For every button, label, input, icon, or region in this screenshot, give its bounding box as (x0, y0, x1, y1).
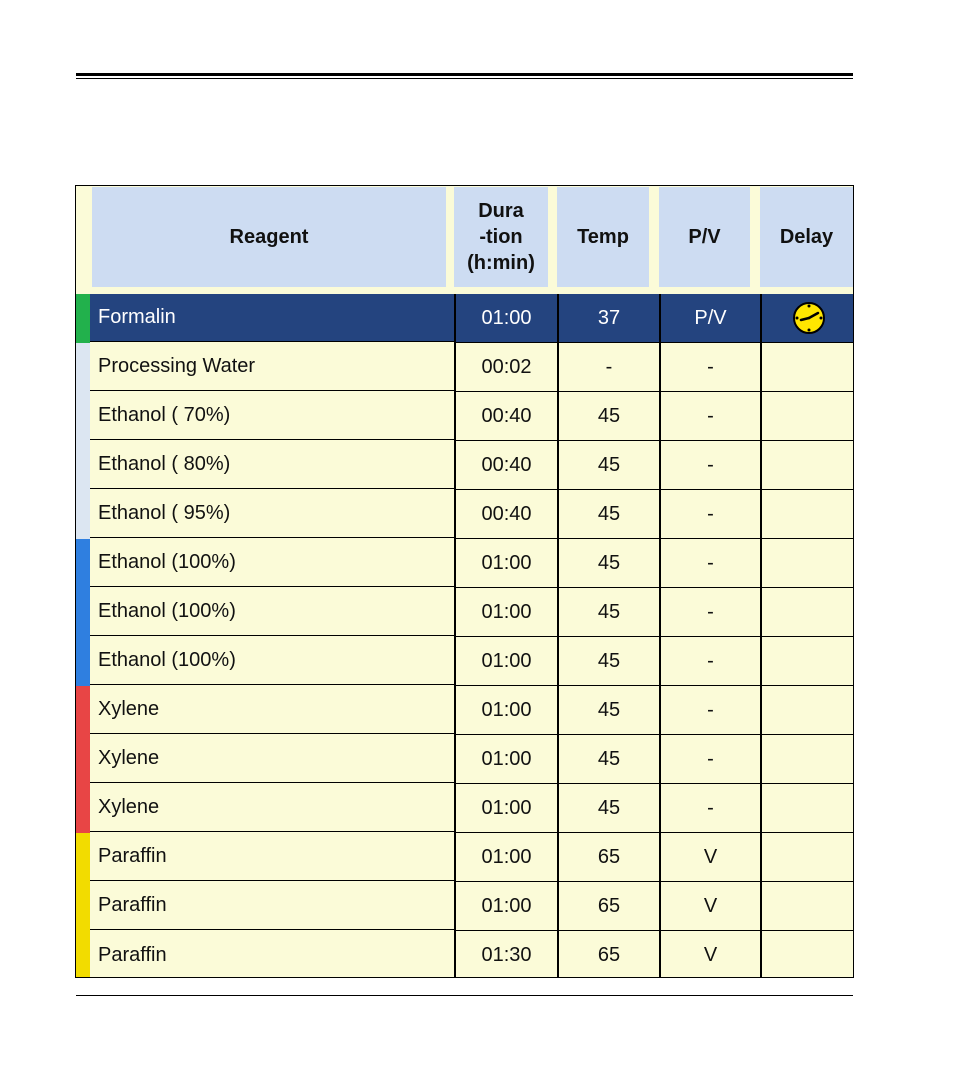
pv-cell[interactable]: P/V (659, 294, 760, 343)
reagent-cell[interactable]: Paraffin (90, 833, 454, 881)
reagent-cell[interactable]: Processing Water (90, 343, 454, 391)
temp-cell[interactable]: 45 (557, 784, 659, 833)
pv-cell[interactable]: - (659, 490, 760, 539)
bottom-rule (76, 995, 853, 996)
pv-cell[interactable]: - (659, 343, 760, 392)
duration-cell[interactable]: 01:00 (454, 784, 557, 833)
reagent-cell[interactable]: Ethanol (100%) (90, 588, 454, 636)
delay-cell[interactable] (760, 343, 854, 392)
clock-icon[interactable] (792, 301, 826, 335)
reagent-group-color-bar (76, 490, 90, 539)
temp-cell[interactable]: 45 (557, 588, 659, 637)
pv-cell[interactable]: V (659, 931, 760, 978)
duration-cell[interactable]: 01:00 (454, 637, 557, 686)
pv-cell[interactable]: - (659, 784, 760, 833)
delay-cell[interactable] (760, 490, 854, 539)
table-row[interactable] (76, 539, 853, 588)
reagent-group-color-bar (76, 784, 90, 833)
reagent-cell[interactable]: Formalin (90, 294, 454, 342)
delay-cell[interactable] (760, 686, 854, 735)
reagent-group-color-bar (76, 686, 90, 735)
reagent-group-color-bar (76, 833, 90, 882)
reagent-cell[interactable]: Ethanol ( 80%) (90, 441, 454, 489)
table-row[interactable] (76, 441, 853, 490)
table-row[interactable] (76, 784, 853, 833)
duration-cell[interactable]: 00:40 (454, 392, 557, 441)
reagent-group-color-bar (76, 588, 90, 637)
delay-cell[interactable] (760, 931, 854, 978)
reagent-cell[interactable]: Xylene (90, 686, 454, 734)
table-row[interactable] (76, 686, 853, 735)
table-row[interactable] (76, 735, 853, 784)
pv-cell[interactable]: - (659, 588, 760, 637)
reagent-cell[interactable]: Ethanol ( 95%) (90, 490, 454, 538)
temp-cell[interactable]: 45 (557, 539, 659, 588)
duration-cell[interactable]: 01:00 (454, 294, 557, 343)
reagent-cell[interactable]: Xylene (90, 784, 454, 832)
table-row[interactable] (76, 490, 853, 539)
duration-cell[interactable]: 01:00 (454, 882, 557, 931)
reagent-cell[interactable]: Ethanol (100%) (90, 539, 454, 587)
reagent-cell[interactable]: Paraffin (98, 943, 167, 966)
program-steps-table (75, 185, 854, 978)
delay-cell[interactable] (760, 539, 854, 588)
duration-cell[interactable]: 00:02 (454, 343, 557, 392)
pv-cell[interactable]: V (659, 882, 760, 931)
duration-cell[interactable]: 01:00 (454, 686, 557, 735)
delay-cell[interactable] (760, 294, 854, 343)
reagent-group-color-bar (76, 882, 90, 931)
table-row[interactable] (76, 637, 853, 686)
reagent-group-color-bar (76, 343, 90, 392)
delay-cell[interactable] (760, 441, 854, 490)
table-row[interactable] (76, 294, 853, 343)
delay-cell[interactable] (760, 588, 854, 637)
reagent-group-color-bar (76, 294, 90, 343)
table-row[interactable] (76, 343, 853, 392)
temp-cell[interactable]: 45 (557, 441, 659, 490)
header-pv: P/V (659, 187, 750, 287)
pv-cell[interactable]: - (659, 637, 760, 686)
reagent-group-color-bar (76, 441, 90, 490)
header-delay: Delay (760, 187, 853, 287)
temp-cell[interactable]: 37 (557, 294, 659, 343)
pv-cell[interactable]: - (659, 735, 760, 784)
reagent-group-color-bar (76, 735, 90, 784)
table-row[interactable] (76, 588, 853, 637)
table-row[interactable] (76, 931, 853, 978)
reagent-cell[interactable]: Ethanol ( 70%) (90, 392, 454, 440)
table-row[interactable] (76, 833, 853, 882)
delay-cell[interactable] (760, 784, 854, 833)
reagent-group-color-bar (76, 539, 90, 588)
reagent-group-color-bar (76, 637, 90, 686)
duration-cell[interactable]: 01:00 (454, 588, 557, 637)
duration-cell[interactable]: 01:00 (454, 833, 557, 882)
temp-cell[interactable]: - (557, 343, 659, 392)
temp-cell[interactable]: 45 (557, 686, 659, 735)
header-duration: Dura -tion (h:min) (454, 187, 548, 287)
delay-cell[interactable] (760, 882, 854, 931)
duration-cell[interactable]: 00:40 (454, 441, 557, 490)
temp-cell[interactable]: 45 (557, 490, 659, 539)
reagent-group-color-bar (76, 392, 90, 441)
temp-cell[interactable]: 45 (557, 735, 659, 784)
pv-cell[interactable]: - (659, 539, 760, 588)
reagent-group-color-bar (76, 931, 90, 978)
top-rule-thin (76, 78, 853, 79)
duration-cell[interactable]: 00:40 (454, 490, 557, 539)
duration-cell[interactable]: 01:00 (454, 735, 557, 784)
table-row[interactable] (76, 882, 853, 931)
header-reagent: Reagent (92, 187, 446, 287)
reagent-cell[interactable]: Paraffin (90, 882, 454, 930)
reagent-cell[interactable]: Xylene (90, 735, 454, 783)
temp-cell[interactable]: 45 (557, 392, 659, 441)
delay-cell[interactable] (760, 735, 854, 784)
duration-cell[interactable]: 01:00 (454, 539, 557, 588)
pv-cell[interactable]: - (659, 686, 760, 735)
delay-cell[interactable] (760, 392, 854, 441)
pv-cell[interactable]: - (659, 392, 760, 441)
temp-cell[interactable]: 65 (557, 882, 659, 931)
pv-cell[interactable]: V (659, 833, 760, 882)
duration-cell[interactable]: 01:30 (454, 931, 557, 978)
temp-cell[interactable]: 45 (557, 637, 659, 686)
table-row[interactable] (76, 392, 853, 441)
temp-cell[interactable]: 65 (557, 931, 659, 978)
delay-cell[interactable] (760, 833, 854, 882)
reagent-cell[interactable]: Ethanol (100%) (90, 637, 454, 685)
temp-cell[interactable]: 65 (557, 833, 659, 882)
header-temp: Temp (557, 187, 649, 287)
top-rule-thick (76, 73, 853, 76)
pv-cell[interactable]: - (659, 441, 760, 490)
delay-cell[interactable] (760, 637, 854, 686)
